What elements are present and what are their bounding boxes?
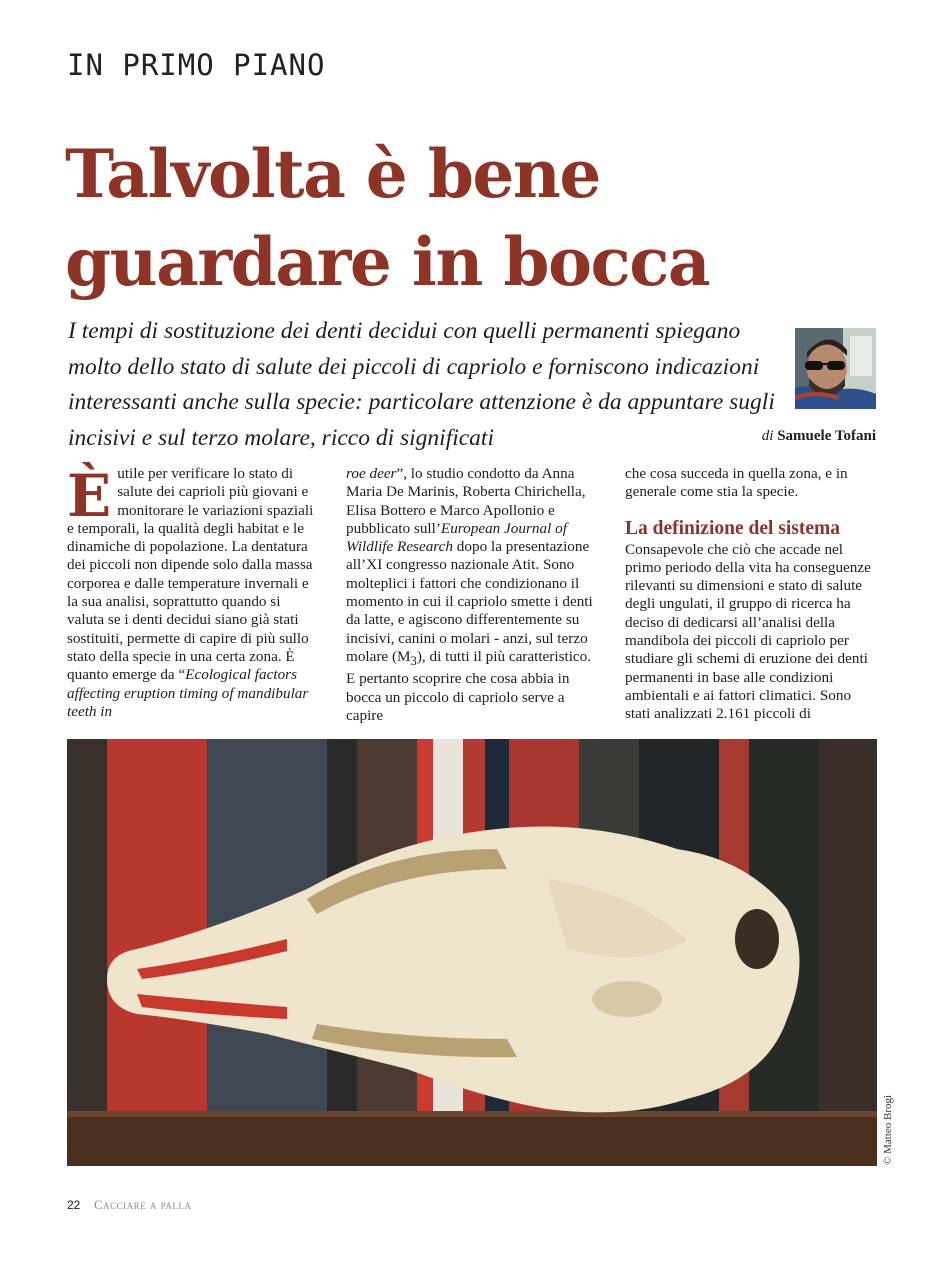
page-number: 22 (67, 1198, 81, 1212)
study-title-end: roe deer (346, 465, 397, 482)
photo-credit: © Matteo Brogi (882, 1094, 894, 1165)
article-column-3 (625, 465, 877, 724)
skull-photo (67, 739, 877, 1166)
magazine-name: Cacciare a palla (94, 1197, 192, 1212)
article-title: Talvolta è bene guardare in bocca (65, 135, 710, 301)
journal-name: European Journal of Wildlife Research (346, 519, 567, 556)
drop-cap: È (67, 462, 112, 530)
column-2-text-c: ), di tutti il più caratteristico. E pertanto scoprire che cosa abbia in bocca un piccolo di capriolo serve a capire (346, 647, 592, 724)
column-2-text-a: ”, lo studio condotto da Anna Maria De Marinis, Roberta Chirichella, Elisa Bottero e Marco Apollonio e pubblicato sull’ (346, 465, 586, 537)
article-lead: I tempi di sostituzione dei denti decidui con quelli permanenti spiegano molto dello stato di salute dei piccoli di capriolo e forniscono indicazioni interessanti anche sulla specie: particolare attenzione è da appuntare sugli incisivi e sul terzo molare, ricco di significati (68, 318, 775, 451)
column-3-text-b: Consapevole che ciò che accade nel primo periodo della vita ha conseguenze rilevanti su dimensioni e stato di salute degli ungulati, il gruppo di ricerca ha deciso di dedicarsi all’analisi della mandibola dei piccoli di capriolo per studiare gli schemi di eruzione dei denti permanenti in base alle condizioni ambientali e ai fattori climatici. Sono stati analizzati 2.161 piccoli di (625, 540, 871, 723)
study-title-start: Ecological factors affecting eruption timing of mandibular teeth in (67, 666, 309, 720)
molar-subscript: 3 (410, 654, 417, 668)
column-3-text: che cosa succeda in quella zona, e in generale come stia la specie. (625, 465, 848, 501)
author-photo (795, 328, 876, 409)
subheading: La definizione del sistema (625, 517, 841, 539)
byline-author: Samuele Tofani (777, 428, 876, 444)
column-2-text-b: dopo la presentazione all’XI congresso nazionale Atit. Sono molteplici i fattori che condizionano il momento in cui il capriolo smette i denti da latte, e agiscono differentemente su incisivi, canini o molari - anzi, sul terzo molare (M (346, 538, 593, 665)
section-label: IN PRIMO PIANO (67, 48, 326, 82)
byline-prefix: di (761, 428, 774, 444)
column-1-text: utile per verificare lo stato di salute dei caprioli più giovani e monitorare le variazioni spaziali e temporali, la qualità degli habitat e le dinamiche di popolazione. La dentatura dei piccoli non dipende solo dalla massa corporea e dalle temperature invernali e la sua analisi, soprattutto quando si valuta se i denti decidui siano già stati sostituiti, permette di capire di più sullo stato della specie in una certa zona. È quanto emerge da “ (67, 465, 314, 684)
byline (762, 428, 876, 445)
article-column-2 (346, 465, 596, 725)
article-column-1 (67, 462, 318, 721)
